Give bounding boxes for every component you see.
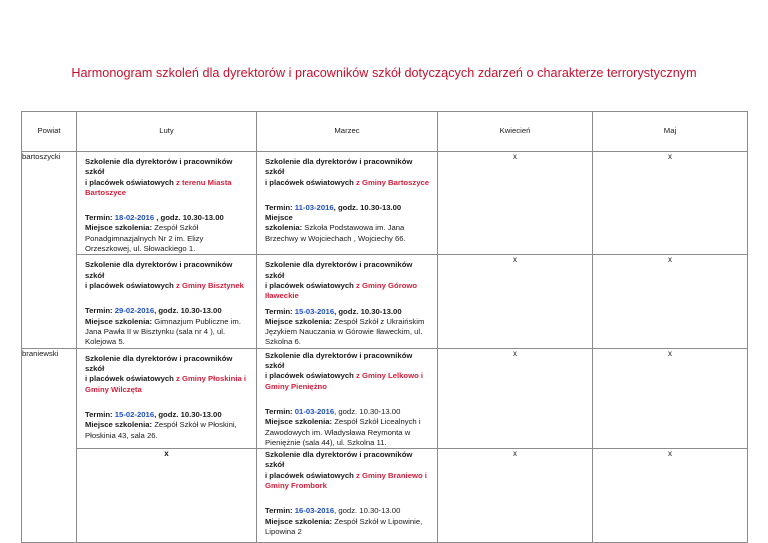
training-date: 15-03-2016 [294, 306, 335, 316]
table-row [22, 449, 748, 543]
training-cell [257, 255, 438, 348]
page-title: Harmonogram szkoleń dla dyrektorów i pracowników szkół dotyczących zdarzeń o charakterze terrorystycznym [71, 66, 697, 80]
table-row [22, 348, 748, 448]
region-cell [22, 348, 77, 542]
training-details: Termin: 16-03-2016, godz. 10.30-13.00 Miejsce szkolenia: Zespół Szkół w Lipowinie, Lipowina 2 [265, 506, 423, 536]
gmina-label: z Gminy Lelkowo i Gminy Pieniężno [265, 371, 424, 391]
training-details: Termin: 15-02-2016, godz. 10.30-13.00 Miejsce szkolenia: Zespół Szkół w Płoskini, Płoskinia 43, sala 26. [85, 409, 237, 440]
empty-cell [593, 348, 748, 448]
training-details: Termin: 29-02-2016, godz. 10.30-13.00 Miejsce szkolenia: Gimnazjum Publiczne im. Jana Pawła II w Bisztynku (sala nr 4 ), ul. Kolejowa 5. [85, 306, 241, 347]
training-date: 18-02-2016 [114, 213, 155, 223]
gmina-label: z Gminy Płoskinia i Gminy Wilczęta [85, 374, 247, 394]
training-title: Szkolenie dla dyrektorów i pracowników szkół i placówek oświatowych z terenu Miasta Bartoszyce [85, 157, 233, 197]
training-place: Zespół Szkół w Płoskini, Płoskinia 43, sala 26. [85, 420, 237, 440]
table-row [22, 152, 748, 255]
header-powiat: Powiat [22, 112, 77, 152]
empty-cell [593, 152, 748, 255]
training-cell [257, 152, 438, 255]
gmina-label: z Gminy Bisztynek [176, 280, 244, 290]
training-title: Szkolenie dla dyrektorów i pracowników szkół i placówek oświatowych z Gminy Bartoszyce [265, 157, 430, 187]
x-mark: x [513, 255, 517, 265]
training-details: Termin: 11-03-2016, godz. 10.30-13.00 Miejsce szkolenia: Szkoła Podstawowa im. Jana Brzechwy w Wojciechach , Wojciechy 66. [265, 202, 406, 243]
x-mark: x [513, 152, 517, 161]
training-cell [257, 449, 438, 543]
training-cell [77, 348, 257, 448]
gmina-label: z Gminy Bartoszyce [356, 177, 430, 187]
training-place: Zespół Szkół z Ukraińskim Językiem Nauczania w Górowie Iławeckim, ul. Szkolna 6. [265, 316, 425, 347]
x-mark: x [668, 255, 672, 265]
x-mark: x [513, 348, 517, 358]
training-details: Termin: 18-02-2016 , godz. 10.30-13.00 Miejsce szkolenia: Zespół Szkół Ponadgimnazjalnych Nr 2 im. Elizy Orzeszkowej, ul. Słowackiego 1. [85, 213, 224, 254]
empty-cell [438, 348, 593, 448]
header-kwiecien: Kwiecień [438, 112, 593, 152]
empty-cell [593, 449, 748, 543]
empty-cell [438, 449, 593, 543]
gmina-label: z Gminy Górowo Iławeckie [265, 280, 418, 301]
table-row [22, 255, 748, 348]
training-title: Szkolenie dla dyrektorów i pracowników szkół i placówek oświatowych z Gminy Górowo Iławeckie [265, 260, 418, 301]
training-title: Szkolenie dla dyrektorów i pracowników szkół i placówek oświatowych z Gminy Braniewo i Gminy Frombork [265, 450, 427, 491]
region-cell [22, 152, 77, 349]
training-date: 11-03-2016 [294, 202, 334, 212]
gmina-label: z Gminy Braniewo i Gminy Frombork [265, 470, 427, 491]
training-place: Zespół Szkół Licealnych i Zawodowych im. Władysława Reymonta w Pieniężnie (sala 44), ul. Szkolna 11. [265, 417, 421, 447]
training-place: Zespół Szkół Ponadgimnazjalnych Nr 2 im. Elizy Orzeszkowej, ul. Słowackiego 1. [85, 223, 204, 254]
training-title: Szkolenie dla dyrektorów i pracowników szkół i placówek oświatowych z Gminy Lelkowo i Gminy Pieniężno [265, 350, 424, 391]
training-cell [77, 152, 257, 255]
training-date: 16-03-2016 [294, 506, 335, 516]
empty-cell [438, 255, 593, 348]
training-place: Zespół Szkół w Lipowinie, Lipowina 2 [265, 516, 423, 536]
header-row [22, 112, 748, 152]
gmina-label: z terenu Miasta Bartoszyce [85, 177, 232, 197]
training-place: Gimnazjum Publiczne im. Jana Pawła II w Bisztynku (sala nr 4 ), ul. Kolejowa 5. [85, 316, 241, 347]
training-cell [257, 348, 438, 448]
x-mark: x [668, 152, 672, 161]
training-date: 29-02-2016 [114, 306, 155, 316]
x-mark: x [668, 348, 672, 358]
training-date: 01-03-2016 [294, 406, 335, 416]
training-place: Szkoła Podstawowa im. Jana Brzechwy w Wojciechach , Wojciechy 66. [265, 223, 406, 243]
x-mark: x [513, 449, 517, 459]
training-cell [77, 255, 257, 348]
training-date: 15-02-2016 [114, 409, 155, 419]
empty-cell [593, 255, 748, 348]
training-details: Termin: 15-03-2016, godz. 10.30-13.00 Miejsce szkolenia: Zespół Szkół z Ukraińskim Językiem Nauczania w Górowie Iławeckim, ul. Szkolna 6. [265, 306, 425, 347]
empty-cell [438, 152, 593, 255]
empty-cell [77, 449, 257, 543]
training-title: Szkolenie dla dyrektorów i pracowników szkół i placówek oświatowych z Gminy Płoskinia i Gminy Wilczęta [85, 353, 247, 394]
region-label: braniewski [22, 348, 59, 358]
schedule-table [21, 111, 748, 543]
header-luty: Luty [77, 112, 257, 152]
x-mark: x [668, 449, 672, 459]
header-maj: Maj [593, 112, 748, 152]
training-title: Szkolenie dla dyrektorów i pracowników szkół i placówek oświatowych z Gminy Bisztynek [85, 260, 244, 290]
x-mark: x [164, 449, 169, 459]
header-marzec: Marzec [257, 112, 438, 152]
training-details: Termin: 01-03-2016, godz. 10.30-13.00 Miejsce szkolenia: Zespół Szkół Licealnych i Zawodowych im. Władysława Reymonta w Pieniężnie (sala 44), ul. Szkolna 11. [265, 406, 421, 447]
region-label: bartoszycki [22, 152, 61, 161]
